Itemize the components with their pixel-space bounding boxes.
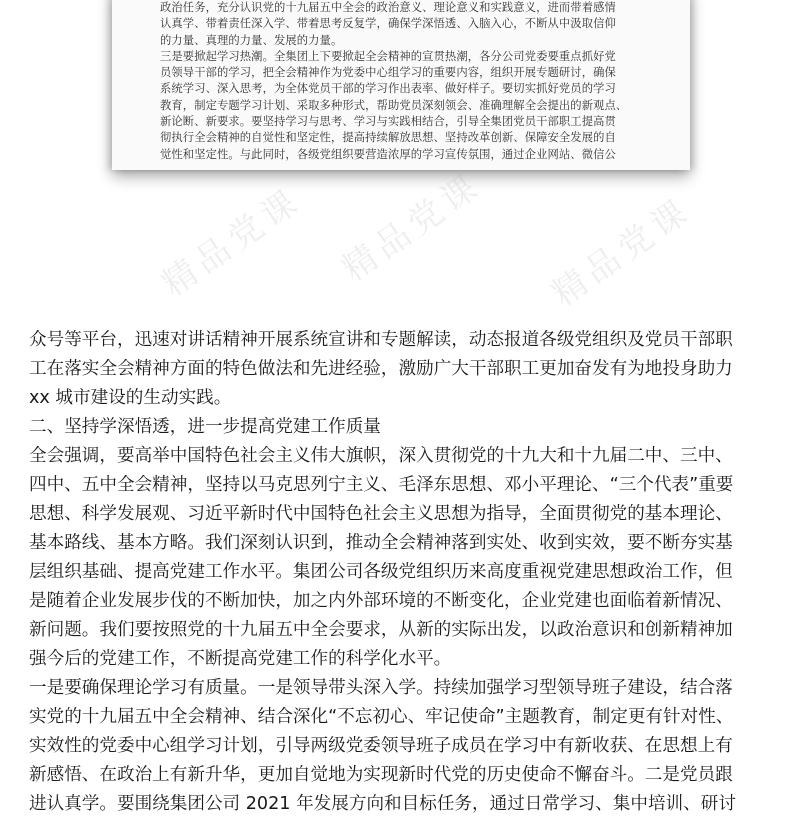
body-line: 强今后的党建工作，不断提高党建工作的科学化水平。 <box>29 649 452 669</box>
body-line: 是随着企业发展步伐的不断加快，加之内外部环境的不断变化，企业党建也面临着新情况、 <box>29 591 733 611</box>
card-line: 彻执行全会精神的自觉性和坚定性，提高持续解放思想、坚持改革创新、保障安全发展的自 <box>160 131 616 145</box>
watermark: 精品党课 <box>545 190 700 315</box>
card-line: 员领导干部的学习，把全会精神作为党委中心组学习的重要内容，组织开展专题研讨，确保 <box>160 66 616 80</box>
section-heading: 二、坚持学深悟透，进一步提高党建工作质量 <box>29 417 381 437</box>
card-line: 觉性和坚定性。与此同时，各级党组织要营造浓厚的学习宣传氛围，通过企业网站、微信公 <box>160 147 616 161</box>
body-line: xx 城市建设的生动实践。 <box>29 388 232 408</box>
scanned-page-preview <box>112 0 690 170</box>
body-line: 新问题。我们要按照党的十九届五中全会要求，从新的实际出发，以政治意识和创新精神加 <box>29 620 733 640</box>
card-line: 新论断、新要求。要坚持学习与思考、学习与实践相结合，引导全集团党员干部职工提高贯 <box>160 115 616 129</box>
body-line: 众号等平台，迅速对讲话精神开展系统宣讲和专题解读，动态报道各级党组织及党员干部职 <box>29 330 733 350</box>
watermark: 精品党课 <box>155 180 310 305</box>
watermark: 精品党课 <box>335 165 490 290</box>
body-line: 实党的十九届五中全会精神、结合深化“不忘初心、牢记使命”主题教育，制定更有针对性、 <box>29 707 734 727</box>
body-line: 四中、五中全会精神，坚持以马克思列宁主义、毛泽东思想、邓小平理论、“三个代表”重要 <box>29 475 734 495</box>
body-line: 实效性的党委中心组学习计划，引导两级党委领导班子成员在学习中有新收获、在思想上有 <box>29 736 733 756</box>
card-line: 认真学、带着责任深入学、带着思考反复学，确保学深悟透、入脑入心，不断从中汲取信仰 <box>160 17 616 31</box>
body-line: 进认真学。要围绕集团公司 2021 年发展方向和目标任务，通过日常学习、集中培训、研讨 <box>29 794 736 814</box>
document-body <box>29 326 779 819</box>
body-line: 一是要确保理论学习有质量。一是领导带头深入学。持续加强学习型领导班子建设，结合落 <box>29 678 733 698</box>
body-line: 全会强调，要高举中国特色社会主义伟大旗帜，深入贯彻党的十九大和十九届二中、三中、 <box>29 446 733 466</box>
card-line: 三是要掀起学习热潮。全集团上下要掀起全会精神的宣贯热潮，各分公司党委要重点抓好党 <box>160 49 616 63</box>
body-line: 工在落实全会精神方面的特色做法和先进经验，激励广大干部职工更加奋发有为地投身助力 <box>29 359 733 379</box>
body-line: 新感悟、在政治上有新升华，更加自觉地为实现新时代党的历史使命不懈奋斗。二是党员跟 <box>29 765 733 785</box>
card-line: 教育，制定专题学习计划、采取多种形式，帮助党员深刻领会、准确理解全会提出的新观点、 <box>160 98 628 112</box>
card-line: 的力量、真理的力量、发展的力量。 <box>160 33 343 47</box>
scanned-page-text <box>160 0 680 163</box>
body-line: 层组织基础、提高党建工作水平。集团公司各级党组织历来高度重视党建思想政治工作，但 <box>29 562 733 582</box>
card-line: 系统学习、深入思考，为全体党员干部的学习作出表率、做好样子。要切实抓好党员的学习 <box>160 82 616 96</box>
card-line: 政治任务，充分认识党的十九届五中全会的政治意义、理论意义和实践意义，进而带着感情 <box>160 1 616 14</box>
body-line: 基本路线、基本方略。我们深刻认识到，推动全会精神落到实处、收到实效，要不断夯实基 <box>29 533 733 553</box>
body-line: 思想、科学发展观、习近平新时代中国特色社会主义思想为指导，全面贯彻党的基本理论、 <box>29 504 733 524</box>
